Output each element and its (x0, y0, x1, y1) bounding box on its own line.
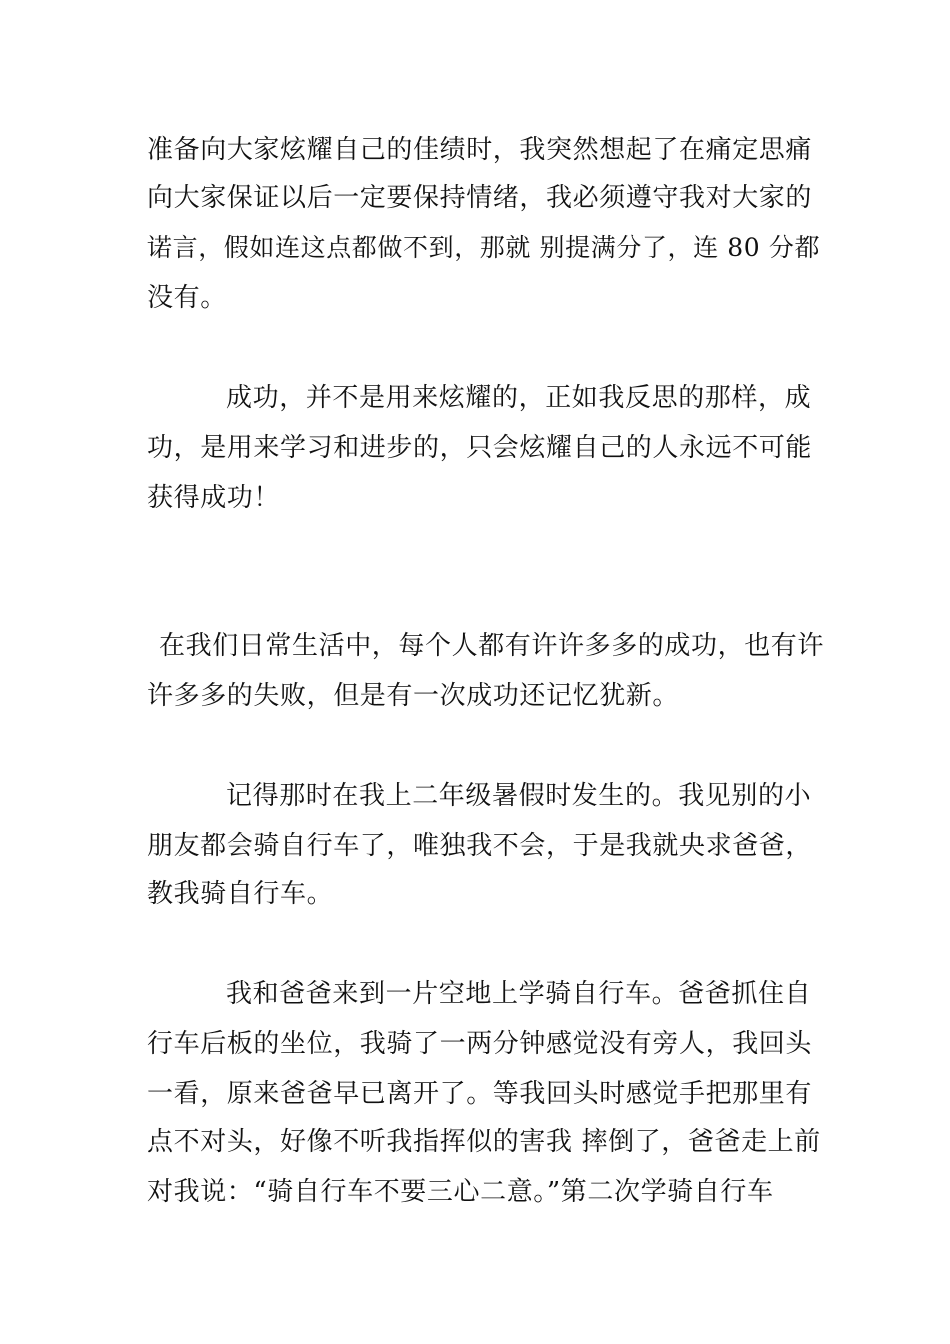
text-line: 教我骑自行车。 (147, 879, 334, 909)
text-line: 功，是用来学习和进步的，只会炫耀自己的人永远不可能 (147, 433, 813, 463)
text-line: 准备向大家炫耀自己的佳绩时，我突然想起了在痛定思痛 (147, 135, 813, 165)
text-line: 记得那时在我上二年级暑假时发生的。我见别的小 (226, 781, 812, 811)
text-line: 行车后板的坐位，我骑了一两分钟感觉没有旁人，我回头 (147, 1029, 813, 1059)
text-line: 许多多的失败，但是有一次成功还记忆犹新。 (147, 681, 680, 711)
text-line: 我和爸爸来到一片空地上学骑自行车。爸爸抓住自 (226, 979, 812, 1009)
text-line: 诺言，假如连这点都做不到，那就 别提满分了，连 80 分都 (147, 233, 821, 262)
text-line: 点不对头，好像不听我指挥似的害我 摔倒了，爸爸走上前 (147, 1127, 821, 1157)
text-line: 成功，并不是用来炫耀的，正如我反思的那样，成 (226, 383, 812, 413)
text-line: 一看，原来爸爸早已离开了。等我回头时感觉手把那里有 (147, 1079, 813, 1109)
text-line: 在我们日常生活中，每个人都有许许多多的成功，也有许 (159, 631, 825, 661)
text-line: 朋友都会骑自行车了，唯独我不会，于是我就央求爸爸， (147, 831, 813, 861)
text-line: 获得成功！ (147, 483, 281, 513)
text-line: 对我说：“骑自行车不要三心二意。”第二次学骑自行车 (147, 1177, 774, 1207)
text-line: 向大家保证以后一定要保持情绪，我必须遵守我对大家的 (147, 183, 813, 213)
text-line: 没有。 (147, 283, 227, 313)
